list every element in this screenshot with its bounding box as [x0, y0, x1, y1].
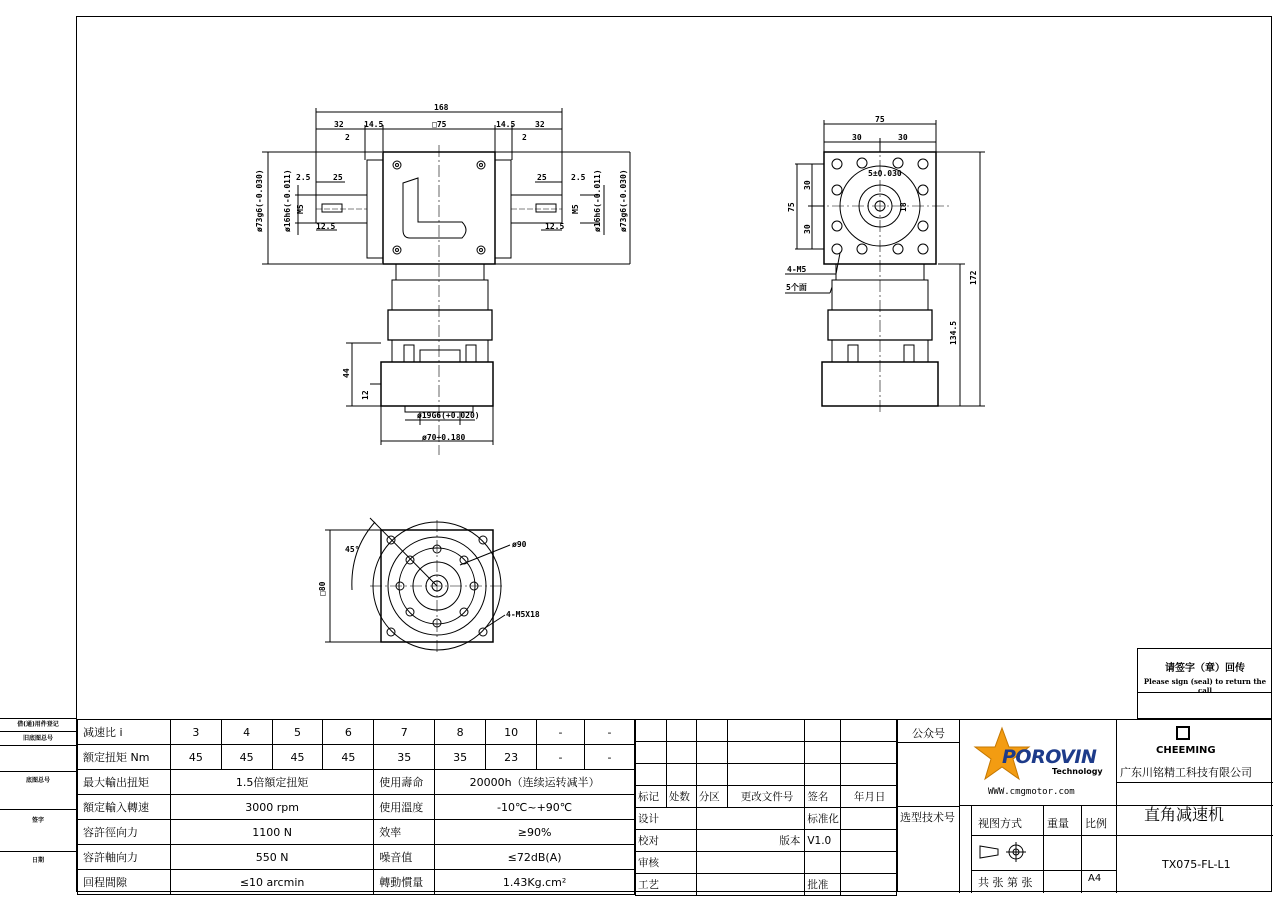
spec-value: -10℃~+90℃ — [435, 795, 635, 820]
dim-32l: 32 — [334, 120, 344, 129]
dim-phi16r: ø16h6(-0.011) — [593, 169, 602, 232]
bottom-dim-4m5x18: 4-M5X18 — [506, 610, 540, 619]
ratio-cell: 7 — [374, 720, 435, 745]
product-name: 直角减速机 — [1144, 805, 1225, 824]
dim-25r: 25 — [537, 173, 547, 182]
spec-key: 額定輸入轉速 — [78, 795, 171, 820]
rev-header: 分区 — [696, 786, 727, 808]
spec-key: 效率 — [374, 820, 435, 845]
dim-12: 12 — [361, 390, 370, 400]
side-dim-75: 75 — [875, 115, 885, 124]
brand-name: POROVIN — [1002, 746, 1097, 768]
dim-phi73r: ø73g6(-0.030) — [619, 169, 628, 232]
torque-cell: 23 — [486, 745, 537, 770]
rev-header: 处数 — [666, 786, 696, 808]
side-dim-30c: 30 — [803, 180, 812, 190]
spec-value: 1100 N — [170, 820, 373, 845]
registry-label: 旧底图总号 — [22, 735, 53, 742]
dim-phi16l: ø16h6(-0.011) — [283, 169, 292, 232]
rev-header: 更改文件号 — [727, 786, 805, 808]
revision-table — [635, 719, 897, 896]
ratio-cell: - — [584, 720, 634, 745]
side-dim-18: 18 — [899, 202, 908, 212]
spec-value: 550 N — [170, 845, 373, 870]
approve-label: 批准 — [805, 874, 841, 896]
dim-145l: 14.5 — [364, 120, 384, 129]
spec-key: 使用溫度 — [374, 795, 435, 820]
review-label: 审核 — [636, 852, 697, 874]
torque-cell: 35 — [374, 745, 435, 770]
weight-label: 重量 — [1047, 817, 1069, 830]
side-dim-5faces: 5个面 — [786, 283, 807, 292]
dim-145r: 14.5 — [496, 120, 516, 129]
side-dim-75v: 75 — [787, 202, 796, 212]
scale-label: 比例 — [1085, 817, 1107, 830]
spec-key: 容許徑向力 — [78, 820, 171, 845]
rev-header: 年月日 — [841, 786, 897, 808]
bottom-dim-phi90: ø90 — [512, 540, 527, 549]
spec-value: ≤72dB(A) — [435, 845, 635, 870]
ratio-cell: 5 — [272, 720, 323, 745]
spec-key: 轉動慣量 — [374, 870, 435, 895]
registry-label: 签字 — [31, 817, 44, 824]
ratio-cell: 10 — [486, 720, 537, 745]
bottom-dim-45: 45° — [345, 545, 360, 554]
ratio-cell: - — [537, 720, 585, 745]
ratio-cell: 3 — [170, 720, 221, 745]
side-dim-4m5: 4-M5 — [787, 265, 807, 274]
side-dim-30b: 30 — [898, 133, 908, 142]
torque-cell: - — [584, 745, 634, 770]
ratio-cell: 4 — [221, 720, 272, 745]
projection-symbol-icon — [978, 841, 1030, 863]
process-label: 工艺 — [636, 874, 697, 896]
spec-value: ≤10 arcmin — [170, 870, 373, 895]
version-label: 版本 — [696, 830, 805, 852]
side-dim-5: 5±0.030 — [868, 169, 902, 178]
version-value: V1.0 — [805, 830, 841, 852]
cheeming-icon — [1176, 726, 1190, 740]
spec-value: 1.43Kg.cm² — [435, 870, 635, 895]
dim-125l: 12.5 — [316, 222, 336, 231]
spec-value: 1.5倍額定扭矩 — [170, 770, 373, 795]
dim-phi19: ø19G6(+0.020) — [417, 411, 480, 420]
dim-m5r: M5 — [571, 204, 580, 214]
dim-2l: 2 — [345, 133, 350, 142]
dim-25r2: 2.5 — [571, 173, 586, 182]
official-account-label: 公众号 — [912, 727, 945, 740]
registry-label: 借(通)用件登记 — [17, 721, 59, 728]
spec-key: 容許軸向力 — [78, 845, 171, 870]
ratio-label: 减速比 i — [78, 720, 171, 745]
dim-25l2: 2.5 — [296, 173, 311, 182]
view-method-label: 视图方式 — [978, 817, 1022, 830]
check-label: 校对 — [636, 830, 697, 852]
standard-label: 标准化 — [805, 808, 841, 830]
spec-value: 20000h（连续运转减半） — [435, 770, 635, 795]
torque-cell: - — [537, 745, 585, 770]
dim-phi70: ø70+0.180 — [422, 433, 466, 442]
torque-cell: 45 — [221, 745, 272, 770]
dim-m5l: M5 — [296, 204, 305, 214]
dim-sq75: □75 — [432, 120, 447, 129]
spec-table — [77, 719, 635, 895]
bottom-dim-sq80: □80 — [318, 581, 327, 596]
dim-168: 168 — [434, 103, 449, 112]
dim-32r: 32 — [535, 120, 545, 129]
spec-value: ≥90% — [435, 820, 635, 845]
brand-sub: Technology — [1052, 767, 1103, 776]
ratio-cell: 8 — [435, 720, 486, 745]
design-label: 设计 — [636, 808, 697, 830]
side-dim-172: 172 — [969, 270, 978, 285]
company-brand: CHEEMING — [1156, 745, 1216, 756]
registry-label: 底图总号 — [25, 777, 50, 784]
dim-44: 44 — [342, 368, 351, 378]
paper-size: A4 — [1088, 873, 1102, 884]
website: WWW.cmgmotor.com — [988, 787, 1075, 797]
rev-header: 标记 — [636, 786, 667, 808]
return-subtitle: Please sign (seal) to return the call — [1143, 677, 1267, 695]
side-dim-1345: 134.5 — [949, 320, 958, 345]
return-title: 请签字（章）回传 — [1165, 663, 1245, 674]
model-number: TX075-FL-L1 — [1162, 858, 1231, 871]
torque-cell: 45 — [170, 745, 221, 770]
dim-phi73l: ø73g6(-0.030) — [255, 169, 264, 232]
registry-label: 日期 — [31, 857, 44, 864]
return-sign-box — [1137, 648, 1272, 719]
dim-2r: 2 — [522, 133, 527, 142]
dim-125r: 12.5 — [545, 222, 565, 231]
left-registry — [0, 718, 76, 893]
ratio-cell: 6 — [323, 720, 374, 745]
sheets-label: 共 张 第 张 — [978, 876, 1033, 889]
torque-label: 额定扭矩 Nm — [78, 745, 171, 770]
spec-key: 回程間隙 — [78, 870, 171, 895]
title-block — [897, 719, 1272, 892]
dim-25l: 25 — [333, 173, 343, 182]
rev-header: 签名 — [805, 786, 841, 808]
spec-key: 使用壽命 — [374, 770, 435, 795]
spec-value: 3000 rpm — [170, 795, 373, 820]
company-name: 广东川铭精工科技有限公司 — [1120, 766, 1252, 779]
spec-key: 噪音值 — [374, 845, 435, 870]
selection-tech-label: 选型技术号 — [900, 811, 955, 824]
side-dim-30d: 30 — [803, 224, 812, 234]
spec-key: 最大輸出扭矩 — [78, 770, 171, 795]
torque-cell: 45 — [272, 745, 323, 770]
side-dim-30a: 30 — [852, 133, 862, 142]
torque-cell: 45 — [323, 745, 374, 770]
torque-cell: 35 — [435, 745, 486, 770]
